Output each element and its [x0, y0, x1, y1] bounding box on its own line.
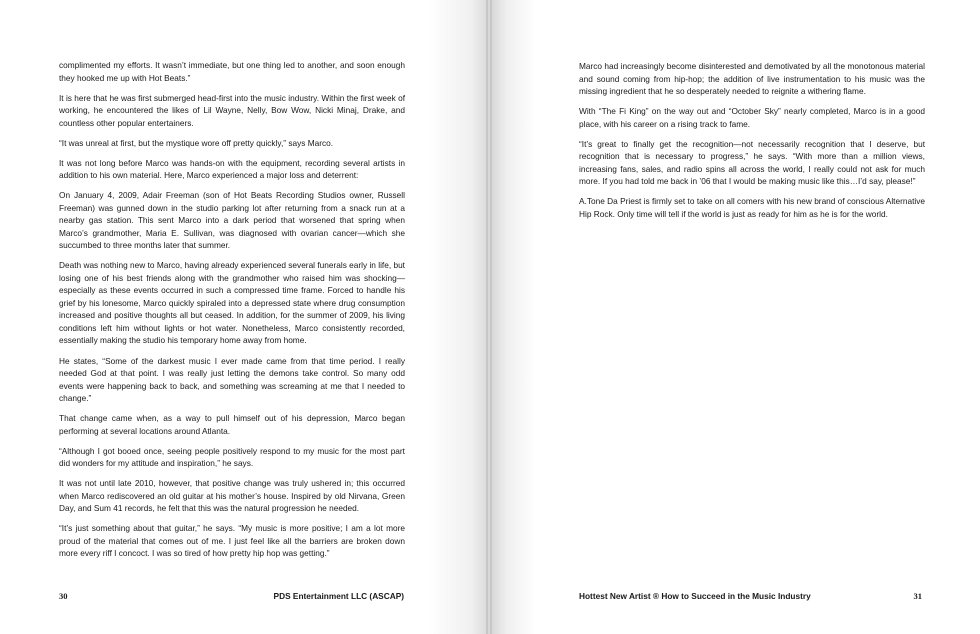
- left-page: [0, 0, 487, 634]
- running-footer: Hottest New Artist ® How to Succeed in the Music Industry: [579, 591, 811, 601]
- paragraph: “It’s just something about that guitar,” he says. “My music is more positive; I am a lot more proud of the material that comes out of me. I just feel like all the barriers are broken down more every riff I concoct. I was so tired of how pretty hip hop was getting.”: [59, 523, 405, 559]
- right-page-body: [579, 60, 925, 228]
- paragraph: It was not long before Marco was hands-on with the equipment, recording several artists in addition to his own material. Here, Marco experienced a major loss and deterrent:: [59, 157, 405, 181]
- running-footer: PDS Entertainment LLC (ASCAP): [273, 591, 404, 601]
- paragraph: “It was unreal at first, but the mystique wore off pretty quickly,” says Marco.: [59, 137, 334, 148]
- right-page: [491, 0, 980, 634]
- paragraph: A.Tone Da Priest is firmly set to take on all comers with his new brand of conscious Alternative Hip Rock. Only time will tell if the world is just as ready for him as he is for the world.: [579, 196, 925, 219]
- paragraph: It was not until late 2010, however, that positive change was truly ushered in; this occurred when Marco rediscovered an old guitar at his mother’s house. Inspired by old Nirvana, Green Day, and Sum 41 records, he felt that this was the natural progression he needed.: [59, 478, 405, 514]
- paragraph: Death was nothing new to Marco, having already experienced several funerals early in life, but losing one of his best friends along with the grandmother who raised him was shocking—especially as these events occurred in such a compressed time frame. Forced to handle his grief by his lonesome, Marco quickly spiraled into a depressed state where drug consumption increased and positive thoughts all but ceased. In addition, for the summer of 2009, his living conditions left him without lights or hot water. Nonetheless, Marco consistently recorded, essentially making the studio his temporary home away from home.: [59, 260, 405, 346]
- paragraph: “It’s great to finally get the recognition—not necessarily recognition that I deserve, but recognition that is necessary to progress,” he says. “With more than a million views, increasing fans, sales, and radio spins all across the world, I really could not ask for much more. If you had told me back in ’06 that I would be making music like this…I’d say, please!”: [579, 138, 925, 187]
- page-number: 30: [59, 591, 68, 601]
- paragraph: complimented my efforts. It wasn’t immediate, but one thing led to another, and soon enough they hooked me up with Hot Beats.”: [59, 60, 405, 83]
- paragraph: “Although I got booed once, seeing people positively respond to my music for the most part did wonders for my attitude and inspiration,” he says.: [59, 445, 405, 469]
- page-number: 31: [913, 591, 922, 601]
- left-page-body: [59, 59, 405, 568]
- paragraph: Marco had increasingly become disinterested and demotivated by all the monotonous material and sound coming from hip-hop; the addition of live instrumentation to his music was the missing ingredient that he so desperately needed to reignite a withering flame.: [579, 61, 925, 96]
- paragraph: On January 4, 2009, Adair Freeman (son of Hot Beats Recording Studios owner, Russell Freeman) was gunned down in the studio parking lot after returning from a snack run at a nearby gas station. This sent Marco into a dark period that worsened that spring when Marco’s grandmother, Maria E. Sullivan, was diagnosed with ovarian cancer—which she succumbed to three months later that summer.: [59, 190, 405, 251]
- paragraph: It is here that he was first submerged head-first into the music industry. Within the first week of working, he encountered the likes of Lil Wayne, Nelly, Bow Wow, Nicki Minaj, Drake, and countless other popular entertainers.: [59, 92, 405, 128]
- paragraph: That change came when, as a way to pull himself out of his depression, Marco began performing at several locations around Atlanta.: [59, 413, 405, 436]
- paragraph: With “The Fi King” on the way out and “October Sky” nearly completed, Marco is in a good place, with his career on a rising track to fame.: [579, 106, 925, 129]
- paragraph: He states, “Some of the darkest music I ever made came from that time period. I really needed God at that point. I was really just letting the demons take control. So many odd events were happening back to back, and something was screaming at me that I needed to change.”: [59, 355, 405, 404]
